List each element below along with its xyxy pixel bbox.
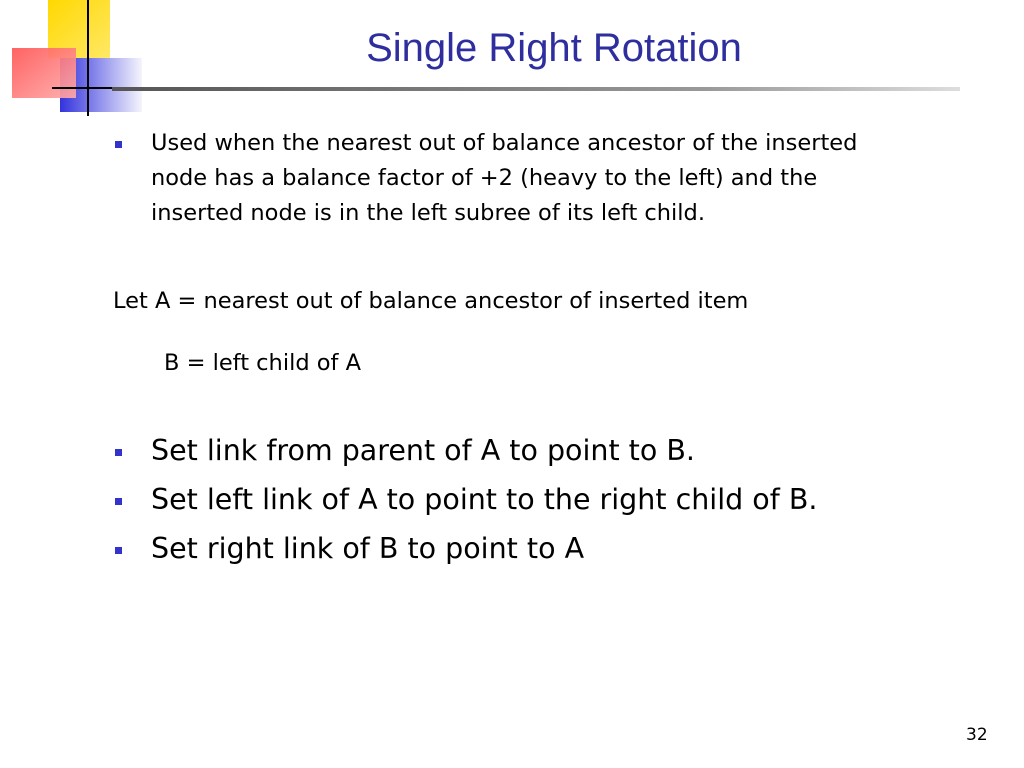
step-1: Set link from parent of A to point to B. — [151, 434, 695, 467]
step-2: Set left link of A to point to the right child of B. — [151, 483, 818, 516]
definition-line-a: Let A = nearest out of balance ancestor of inserted item — [113, 288, 749, 314]
page-number: 32 — [966, 725, 988, 745]
bullet-icon — [115, 141, 122, 148]
first-bullet-line-1: Used when the nearest out of balance ancestor of the inserted — [151, 130, 858, 156]
title-divider — [112, 87, 960, 91]
first-bullet-line-2: node has a balance factor of +2 (heavy to the left) and the — [151, 165, 818, 191]
bullet-icon — [115, 449, 122, 456]
definition-line-b: B = left child of A — [164, 350, 361, 376]
first-bullet-line-3: inserted node is in the left subree of its left child. — [151, 200, 705, 226]
step-3: Set right link of B to point to A — [151, 532, 585, 565]
bullet-icon — [115, 498, 122, 505]
bullet-icon — [115, 547, 122, 554]
slide-title: Single Right Rotation — [366, 26, 742, 70]
